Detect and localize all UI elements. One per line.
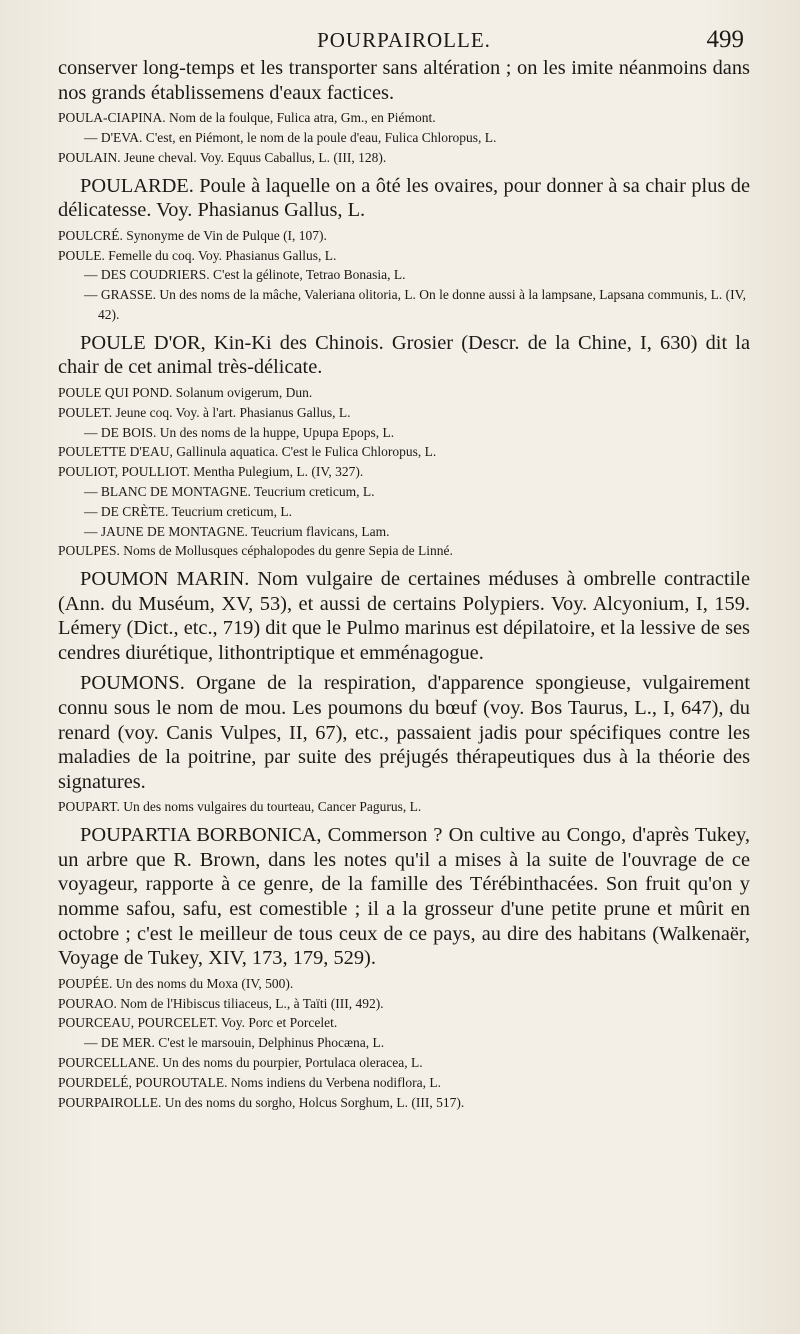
dictionary-entry: POULARDE. Poule à laquelle on a ôté les ovaires, pour donner à sa chair plus de délicatesse. Voy. Phasianus Gallus, L.	[58, 174, 750, 222]
dictionary-entry: — DE MER. C'est le marsouin, Delphinus Phocæna, L.	[84, 1035, 385, 1051]
dictionary-entry: conserver long-temps et les transporter sans altération ; on les imite néanmoins dans nos grands établissemens d'eaux factices.	[58, 57, 750, 104]
dictionary-entry: POULA-CIAPINA. Nom de la foulque, Fulica atra, Gm., en Piémont.	[58, 110, 436, 126]
dictionary-entry: POURCELLANE. Un des noms du pourpier, Portulaca oleracea, L.	[58, 1055, 423, 1070]
dictionary-entry: POULE D'OR, Kin-Ki des Chinois. Grosier (Descr. de la Chine, I, 630) dit la chair de cet animal très-délicate.	[58, 331, 750, 379]
dictionary-entry: POUMON MARIN. Nom vulgaire de certaines méduses à ombrelle contractile (Ann. du Muséum, XV, 53), et aussi de certains Polypiers. Voy. Alcyonium, I, 159. Lémery (Dict., etc., 719) dit que le Pulmo marinus est dépilatoire, et la lessive de ses cendres diurétique, lithontriptique et emménagogue.	[58, 568, 750, 664]
running-title: POURPAIROLLE.	[317, 28, 491, 52]
dictionary-entry: POULET. Jeune coq. Voy. à l'art. Phasianus Gallus, L.	[58, 404, 351, 420]
dictionary-entry: POURCEAU, POURCELET. Voy. Porc et Porcelet.	[58, 1015, 338, 1031]
dictionary-entry: POUPÉE. Un des noms du Moxa (IV, 500).	[58, 975, 294, 991]
dictionary-entry: POURAO. Nom de l'Hibiscus tiliaceus, L., à Taïti (III, 492).	[58, 995, 384, 1011]
dictionary-entry: — DE BOIS. Un des noms de la huppe, Upupa Epops, L.	[84, 424, 395, 440]
dictionary-entry: POULPES. Noms de Mollusques céphalopodes du genre Sepia de Linné.	[58, 543, 453, 559]
dictionary-entry: — BLANC DE MONTAGNE. Teucrium creticum, L.	[84, 483, 375, 499]
page-header	[58, 22, 750, 56]
dictionary-entry: — D'EVA. C'est, en Piémont, le nom de la poule d'eau, Fulica Chloropus, L.	[84, 129, 497, 145]
dictionary-entry: POUMONS. Organe de la respiration, d'apparence spongieuse, vulgairement connu sous le nom de mou. Les poumons du bœuf (voy. Bos Taurus, L., I, 647), du renard (voy. Canis Vulpes, II, 67), etc., passaient jadis pour spécifiques contre les maladies de la poitrine, par suite des préjugés thérapeutiques dus à la théorie des signatures.	[58, 672, 750, 793]
page-number: 499	[706, 26, 744, 53]
dictionary-entry: POULE QUI POND. Solanum ovigerum, Dun.	[58, 384, 313, 400]
dictionary-entry: POULIOT, POULLIOT. Mentha Pulegium, L. (IV, 327).	[58, 464, 364, 480]
dictionary-entry: POURDELÉ, POUROUTALE. Noms indiens du Verbena nodiflora, L.	[58, 1074, 442, 1090]
dictionary-entry: POUPART. Un des noms vulgaires du tourteau, Cancer Pagurus, L.	[58, 799, 422, 815]
dictionary-entry: — DE CRÈTE. Teucrium creticum, L.	[84, 503, 293, 519]
dictionary-entries	[58, 56, 750, 1112]
dictionary-entry: POUPARTIA BORBONICA, Commerson ? On cultive au Congo, d'après Tukey, un arbre que R. Brown, dans les notes qu'il a mises à la suite de l'ouvrage de ce voyageur, rapporte à ce genre, de la famille des Térébinthacées. Son fruit qu'on y nomme safou, safu, est comestible ; il a la grosseur d'une petite prune et mûrit en octobre ; c'est le meilleur de tous ceux de ce pays, au dire des habitans (Walkenaër, Voyage de Tukey, XIV, 173, 179, 529).	[58, 824, 750, 970]
dictionary-entry: POULCRÉ. Synonyme de Vin de Pulque (I, 107).	[58, 227, 327, 243]
dictionary-entry: POURPAIROLLE. Un des noms du sorgho, Holcus Sorghum, L. (III, 517).	[58, 1094, 465, 1110]
dictionary-entry: — JAUNE DE MONTAGNE. Teucrium flavicans, Lam.	[84, 523, 390, 539]
dictionary-entry: — DES COUDRIERS. C'est la gélinote, Tetrao Bonasia, L.	[84, 267, 406, 283]
dictionary-entry: POULE. Femelle du coq. Voy. Phasianus Gallus, L.	[58, 247, 337, 263]
dictionary-entry: POULAIN. Jeune cheval. Voy. Equus Caballus, L. (III, 128).	[58, 149, 387, 165]
dictionary-entry: — GRASSE. Un des noms de la mâche, Valeriana olitoria, L. On le donne aussi à la lampsane, Lapsana communis, L. (IV, 42).	[84, 287, 746, 322]
dictionary-entry: POULETTE D'EAU, Gallinula aquatica. C'est le Fulica Chloropus, L.	[58, 444, 437, 460]
